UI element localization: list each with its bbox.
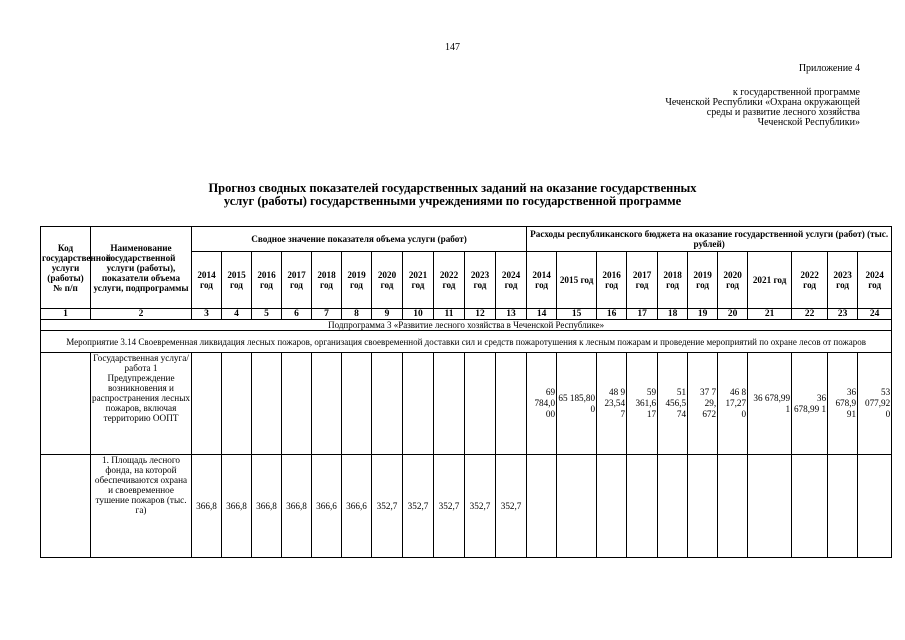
service-budget-cell: 69 784,0 00 [527, 353, 557, 455]
volume-year-header: 2016 год [252, 252, 282, 309]
volume-year-header: 2024 год [496, 252, 527, 309]
column-number: 21 [748, 309, 792, 320]
volume-year-header: 2017 год [282, 252, 312, 309]
service-code-cell [41, 353, 91, 455]
indicator-volume-cell: 352,7 [372, 455, 403, 558]
column-number: 9 [372, 309, 403, 320]
volume-year-header: 2020 год [372, 252, 403, 309]
volume-year-header: 2018 год [312, 252, 342, 309]
indicator-budget-cell [792, 455, 828, 558]
column-number: 16 [597, 309, 627, 320]
appendix-line: к государственной программе [732, 87, 860, 98]
indicator-budget-cell [627, 455, 658, 558]
budget-year-header: 2014 год [527, 252, 557, 309]
column-number: 24 [858, 309, 892, 320]
indicator-budget-cell [748, 455, 792, 558]
column-number: 6 [282, 309, 312, 320]
budget-year-header: 2017 год [627, 252, 658, 309]
appendix-line: Чеченской Республики «Охрана окружающей [665, 97, 860, 108]
column-number: 14 [527, 309, 557, 320]
column-number: 3 [192, 309, 222, 320]
volume-year-header: 2014 год [192, 252, 222, 309]
service-budget-cell: 53 077,92 0 [858, 353, 892, 455]
column-number: 2 [91, 309, 192, 320]
service-volume-cell [312, 353, 342, 455]
indicator-volume-cell: 366,6 [342, 455, 372, 558]
service-volume-cell [252, 353, 282, 455]
service-volume-cell [403, 353, 434, 455]
column-number: 8 [342, 309, 372, 320]
volume-year-header: 2021 год [403, 252, 434, 309]
column-number: 4 [222, 309, 252, 320]
column-number: 20 [718, 309, 748, 320]
appendix-line: среды и развитие лесного хозяйства [706, 107, 860, 118]
header-volume-group: Сводное значение показателя объема услуги (работ) [192, 227, 527, 252]
service-volume-cell [496, 353, 527, 455]
column-number: 1 [41, 309, 91, 320]
column-number: 23 [828, 309, 858, 320]
document-title-line: услуг (работы) государственными учреждениями по государственной программе [223, 194, 682, 208]
service-budget-cell: 51 456,5 74 [658, 353, 688, 455]
column-number: 17 [627, 309, 658, 320]
column-number: 5 [252, 309, 282, 320]
column-number: 11 [434, 309, 465, 320]
column-number: 13 [496, 309, 527, 320]
indicator-volume-cell: 366,8 [222, 455, 252, 558]
budget-year-header: 2022 год [792, 252, 828, 309]
volume-year-header: 2023 год [465, 252, 496, 309]
column-number: 15 [557, 309, 597, 320]
indicator-volume-cell: 352,7 [434, 455, 465, 558]
indicator-budget-cell [597, 455, 627, 558]
column-number: 12 [465, 309, 496, 320]
indicator-volume-cell: 366,8 [192, 455, 222, 558]
document-title [0, 182, 905, 208]
service-budget-cell: 36 678,9 91 [828, 353, 858, 455]
service-volume-cell [192, 353, 222, 455]
indicator-budget-cell [557, 455, 597, 558]
subprogram-title: Подпрограмма 3 «Развитие лесного хозяйства в Чеченской Республике» [41, 320, 892, 331]
forecast-table [40, 226, 892, 558]
budget-year-header: 2019 год [688, 252, 718, 309]
document-title-line: Прогноз сводных показателей государственных заданий на оказание государственных [208, 181, 697, 195]
service-budget-cell: 65 185,80 0 [557, 353, 597, 455]
indicator-budget-cell [718, 455, 748, 558]
service-budget-cell: 36 678,99 1 [748, 353, 792, 455]
budget-year-header: 2020 год [718, 252, 748, 309]
service-budget-cell: 48 9 23,54 7 [597, 353, 627, 455]
indicator-volume-cell: 352,7 [465, 455, 496, 558]
indicator-budget-cell [688, 455, 718, 558]
column-number: 19 [688, 309, 718, 320]
service-budget-cell: 46 8 17,27 0 [718, 353, 748, 455]
indicator-volume-cell: 366,6 [312, 455, 342, 558]
service-volume-cell [434, 353, 465, 455]
volume-year-header: 2019 год [342, 252, 372, 309]
volume-year-header: 2015 год [222, 252, 252, 309]
service-volume-cell [372, 353, 403, 455]
volume-year-header: 2022 год [434, 252, 465, 309]
column-number: 22 [792, 309, 828, 320]
measure-title: Мероприятие 3.14 Своевременная ликвидация лесных пожаров, организация своевременной доставки сил и средств пожаротушения к лесным пожарам и проведение мероприятий по охране лесов от пожаров [41, 331, 892, 353]
indicator-volume-cell: 352,7 [496, 455, 527, 558]
budget-year-header: 2015 год [557, 252, 597, 309]
indicator-budget-cell [858, 455, 892, 558]
indicator-volume-cell: 366,8 [282, 455, 312, 558]
service-volume-cell [465, 353, 496, 455]
service-name: Государственная услуга/работа 1 Предупреждение возникновения и распространения лесных пожаров, включая территорию ООПТ [91, 353, 192, 455]
indicator-volume-cell: 366,8 [252, 455, 282, 558]
indicator-volume-cell: 352,7 [403, 455, 434, 558]
header-name: Наименование государственной услуги (работы), показатели объема услуги, подпрограммы [91, 227, 192, 309]
indicator-budget-cell [527, 455, 557, 558]
budget-year-header: 2021 год [748, 252, 792, 309]
service-budget-cell: 59 361,6 17 [627, 353, 658, 455]
appendix-block [665, 64, 860, 128]
service-volume-cell [342, 353, 372, 455]
budget-year-header: 2023 год [828, 252, 858, 309]
service-volume-cell [282, 353, 312, 455]
header-budget-group: Расходы республиканского бюджета на оказание государственной услуги (работ) (тыс. рублей) [527, 227, 892, 252]
indicator-budget-cell [828, 455, 858, 558]
appendix-title: Приложение 4 [798, 63, 860, 74]
budget-year-header: 2016 год [597, 252, 627, 309]
header-code: Код государственной услуги (работы) № п/п [41, 227, 91, 309]
budget-year-header: 2024 год [858, 252, 892, 309]
column-number: 7 [312, 309, 342, 320]
service-volume-cell [222, 353, 252, 455]
column-number: 18 [658, 309, 688, 320]
service-budget-cell: 36 678,99 1 [792, 353, 828, 455]
column-number: 10 [403, 309, 434, 320]
service-budget-cell: 37 7 29, 672 [688, 353, 718, 455]
budget-year-header: 2018 год [658, 252, 688, 309]
appendix-line: Чеченской Республики» [757, 117, 860, 128]
page-number: 147 [445, 42, 460, 53]
indicator-budget-cell [658, 455, 688, 558]
indicator-code-cell [41, 455, 91, 558]
indicator-name: 1. Площадь лесного фонда, на которой обеспечиваются охрана и своевременное тушение пожаров (тыс. га) [91, 455, 192, 558]
